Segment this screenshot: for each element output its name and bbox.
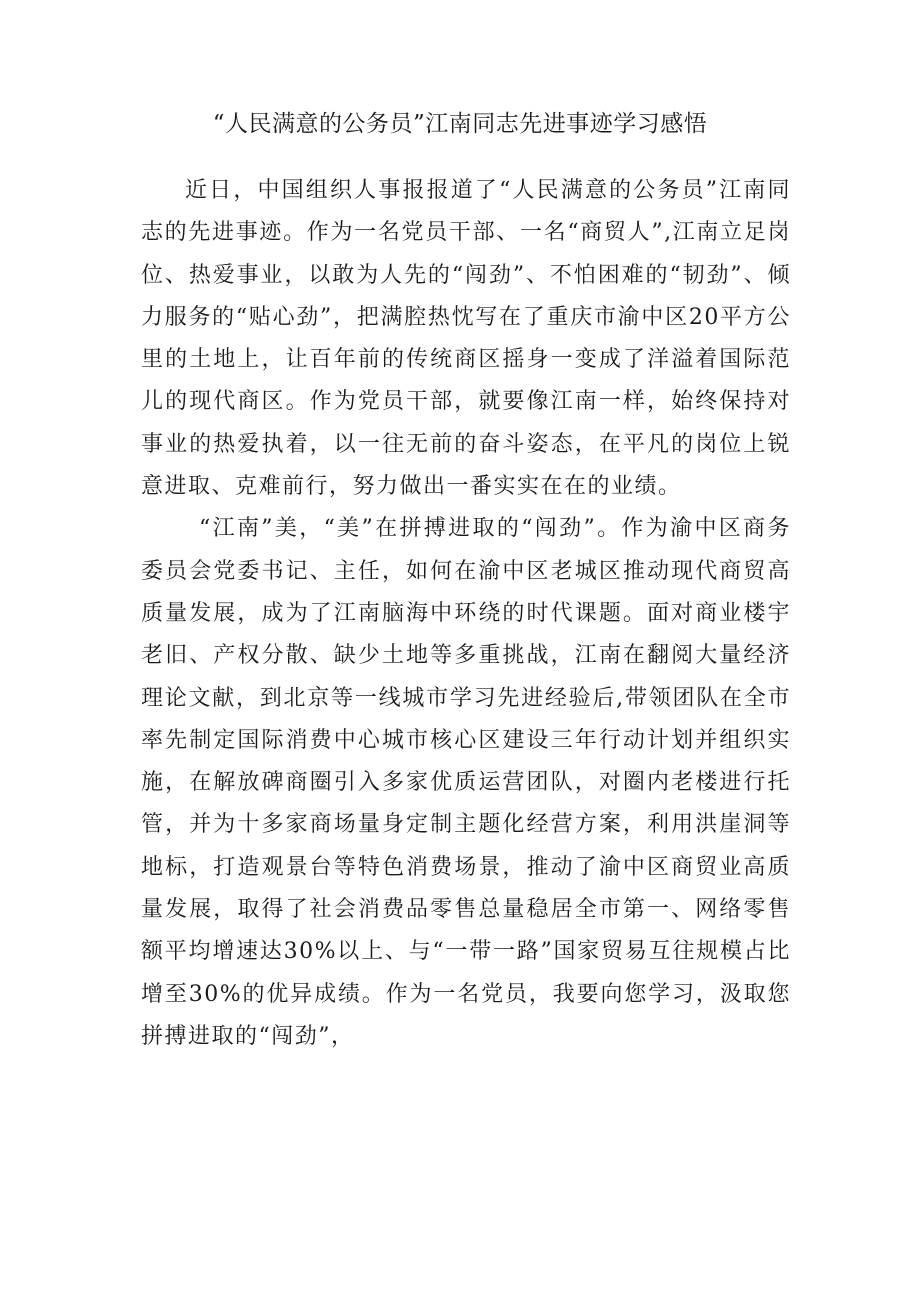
document-title: “人民满意的公务员”江南同志先进事迹学习感悟 <box>212 111 708 137</box>
paragraph-intro: 近日，中国组织人事报报道了“人民满意的公务员”江南同志的先进事迹。作为一名党员干部、一名“商贸人”,江南立足岗位、热爱事业，以敢为人先的“闯劲”、不怕困难的“韧劲”、倾力服务的“贴心劲”，把满腔热忱写在了重庆市渝中区20平方公里的土地上，让百年前的传统商区摇身一变成了洋溢着国际范儿的现代商区。作为党员干部，就要像江南一样，始终保持对事业的热爱执着，以一往无前的奋斗姿态，在平凡的岗位上锐意进取、克难前行，努力做出一番实实在在的业绩。 <box>141 178 791 500</box>
document-body <box>141 170 791 1058</box>
paragraph-chuangjin: “江南”美，“美”在拼搏进取的“闯劲”。作为渝中区商务委员会党委书记、主任，如何在渝中区老城区推动现代商贸高质量发展，成为了江南脑海中环绕的时代课题。面对商业楼宇老旧、产权分散、缺少土地等多重挑战，江南在翻阅大量经济理论文献，到北京等一线城市学习先进经验后,带领团队在全市率先制定国际消费中心城市核心区建设三年行动计划并组织实施，在解放碑商圈引入多家优质运营团队，对圈内老楼进行托管，并为十多家商场量身定制主题化经营方案，利用洪崖洞等地标，打造观景台等特色消费场景，推动了渝中区商贸业高质量发展，取得了社会消费品零售总量稳居全市第一、网络零售额平均增速达30%以上、与“一带一路”国家贸易互往规模占比增至30%的优异成绩。作为一名党员，我要向您学习，汲取您拼搏进取的“闯劲”， <box>141 516 791 1049</box>
